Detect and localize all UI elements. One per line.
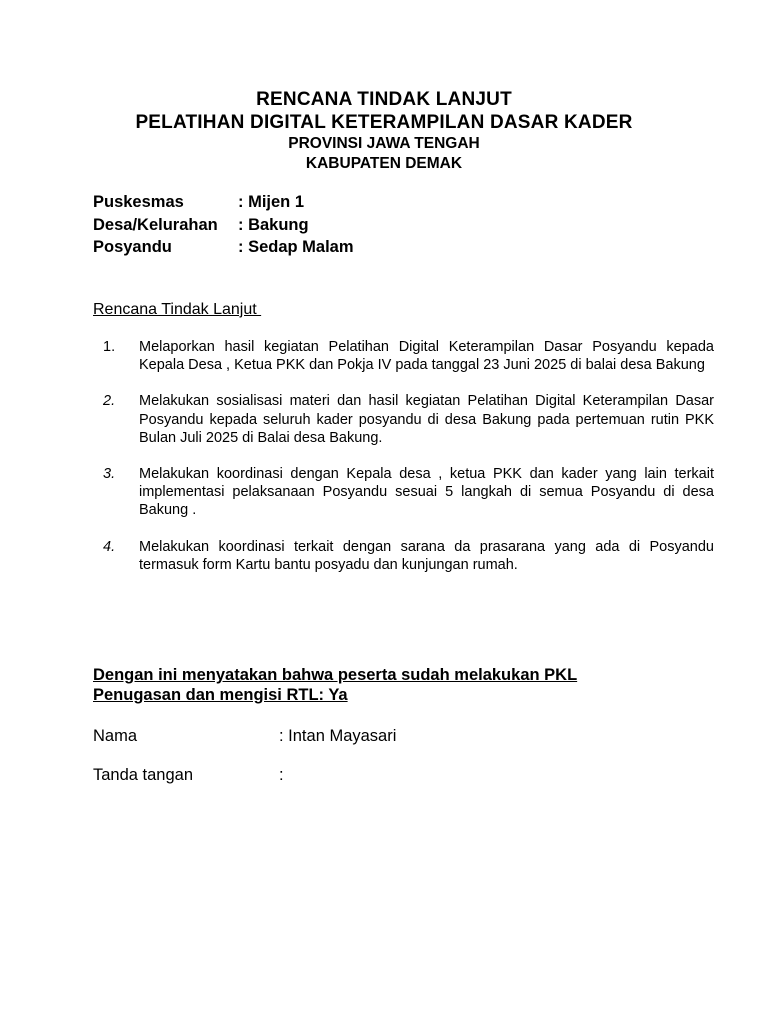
list-item-number: 4. xyxy=(103,538,116,555)
name-label: Nama xyxy=(93,727,138,745)
meta-value: : Mijen 1 xyxy=(238,193,305,211)
title-line-1: RENCANA TINDAK LANJUT xyxy=(256,89,512,110)
signature-value: : xyxy=(279,766,284,784)
list-item-text: Melakukan koordinasi dengan Kepala desa , ketua PKK dan kader yang lain terkait implementasi pelaksanaan Posyandu sesuai 5 langkah di semua Posyandu di desa Bakung . xyxy=(139,466,714,519)
title-line-2: PELATIHAN DIGITAL KETERAMPILAN DASAR KADER xyxy=(135,112,633,133)
meta-block xyxy=(93,191,354,259)
meta-label: Desa/Kelurahan xyxy=(93,215,218,234)
meta-row-desa xyxy=(93,214,354,237)
list-item-text: Melakukan sosialisasi materi dan hasil kegiatan Pelatihan Digital Keterampilan Dasar Posyandu kepada seluruh kader posyandu di desa Bakung pada pertemuan rutin PKK Bulan Juli 2025 di Balai desa Bakung. xyxy=(139,393,714,446)
list-item xyxy=(93,338,714,374)
meta-label: Posyandu xyxy=(93,238,172,256)
meta-value: : Bakung xyxy=(238,215,309,234)
plan-list xyxy=(93,338,714,592)
list-item-number: 1. xyxy=(103,339,116,355)
list-item xyxy=(93,538,714,574)
signature-name-row xyxy=(93,726,396,746)
meta-row-puskesmas xyxy=(93,191,354,214)
list-item-number: 2. xyxy=(103,393,116,410)
section-heading: Rencana Tindak Lanjut xyxy=(93,301,262,318)
meta-label: Puskesmas xyxy=(93,193,184,211)
document-title xyxy=(0,88,768,174)
name-value: : Intan Mayasari xyxy=(279,727,397,745)
list-item-text: Melaporkan hasil kegiatan Pelatihan Digital Keterampilan Dasar Posyandu kepada Kepala Desa , Ketua PKK dan Pokja IV pada tanggal 23 Juni 2025 di balai desa Bakung xyxy=(139,339,714,374)
signature-label: Tanda tangan xyxy=(93,766,194,784)
title-line-3: PROVINSI JAWA TENGAH xyxy=(288,135,480,152)
title-line-4: KABUPATEN DEMAK xyxy=(305,155,463,172)
statement: Dengan ini menyatakan bahwa peserta sudah melakukan PKL Penugasan dan mengisi RTL: Ya xyxy=(93,666,578,704)
meta-value: : Sedap Malam xyxy=(238,238,354,256)
list-item xyxy=(93,392,714,447)
list-item-number: 3. xyxy=(103,466,116,483)
list-item-text: Melakukan koordinasi terkait dengan sarana da prasarana yang ada di Posyandu termasuk form Kartu bantu posyadu dan kunjungan rumah. xyxy=(139,538,714,573)
list-item xyxy=(93,465,714,520)
meta-row-posyandu xyxy=(93,236,354,259)
signature-sign-row xyxy=(93,765,284,785)
